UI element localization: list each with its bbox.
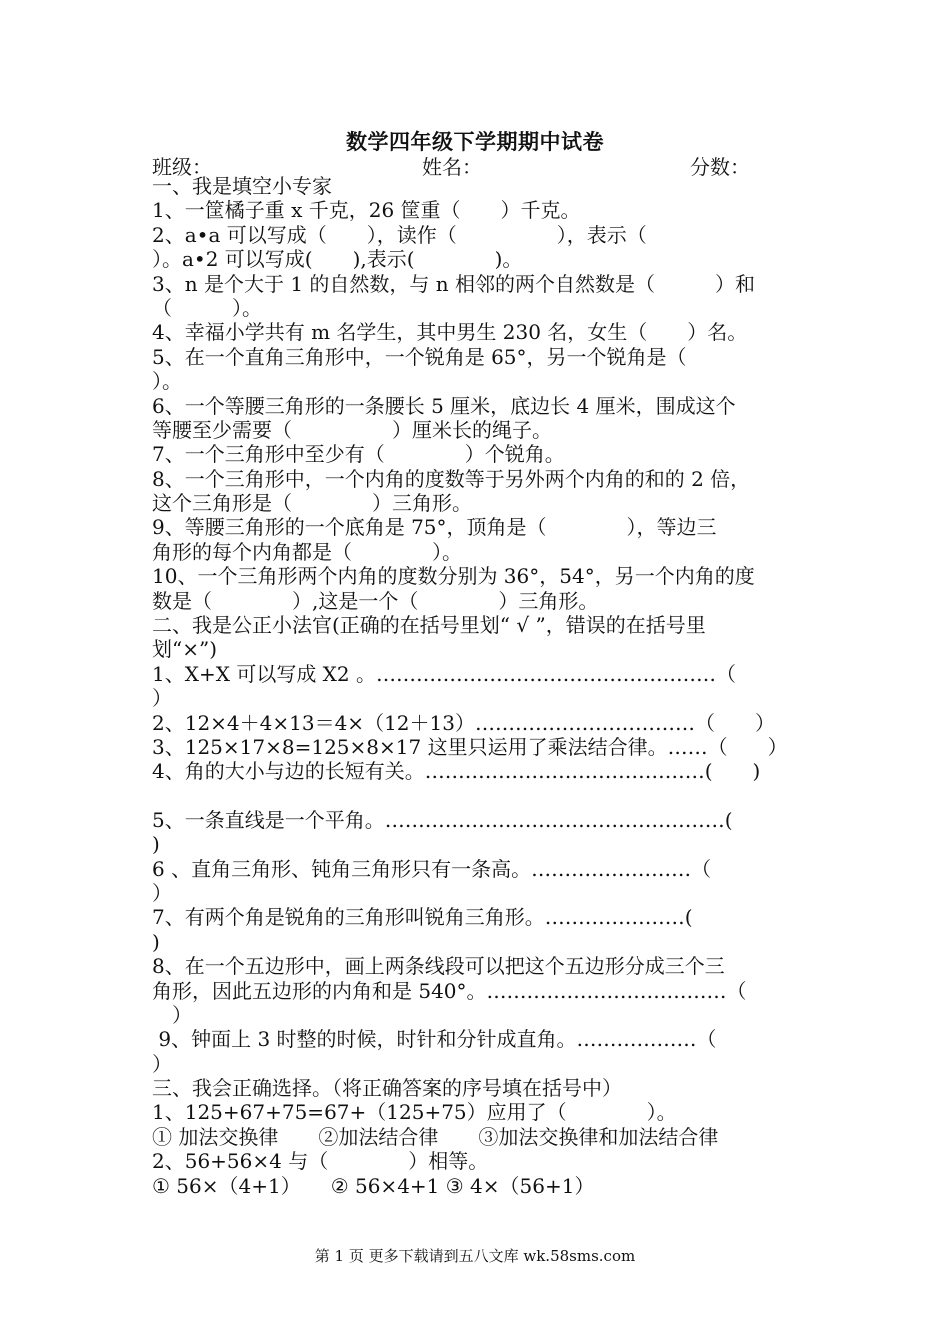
text-line: 二、我是公正小法官(正确的在括号里划“ √ ”，错误的在括号里 bbox=[152, 613, 706, 638]
page-footer: 第 1 页 更多下载请到五八文库 wk.58sms.com bbox=[314, 1247, 636, 1265]
text-line: 这个三角形是（ ）三角形。 bbox=[152, 491, 472, 516]
text-line: 8、一个三角形中，一个内角的度数等于另外两个内角的和的 2 倍， bbox=[152, 466, 751, 491]
text-line: 6、一个等腰三角形的一条腰长 5 厘米，底边长 4 厘米，围成这个 bbox=[152, 393, 736, 418]
text-line: 1、X+X 可以写成 X2 。……………………………………………（ bbox=[152, 661, 736, 686]
text-line: （ ）。 bbox=[152, 295, 262, 320]
class-label: 班级： bbox=[152, 155, 212, 179]
text-line: 1、125+67+75=67+（125+75）应用了（ ）。 bbox=[152, 1100, 677, 1125]
text-line: ） bbox=[152, 686, 172, 711]
text-line: 6 、直角三角形、钝角三角形只有一条高。……………………（ bbox=[152, 856, 712, 881]
text-line: 5、一条直线是一个平角。……………………………………………( bbox=[152, 807, 733, 832]
text-line: ) bbox=[152, 832, 160, 857]
text-line: 3、125×17×8=125×8×17 这里只运用了乘法结合律。……（ ） bbox=[152, 734, 788, 759]
text-line: 2、56+56×4 与（ ）相等。 bbox=[152, 1149, 489, 1174]
text-line: 4、幸福小学共有 m 名学生，其中男生 230 名，女生（ ）名。 bbox=[152, 320, 748, 345]
name-label: 姓名： bbox=[422, 155, 482, 179]
text-line: 等腰至少需要（ ）厘米长的绳子。 bbox=[152, 417, 552, 442]
text-line: 1、一筐橘子重 x 千克，26 筐重（ ）千克。 bbox=[152, 198, 581, 223]
text-line: ） bbox=[152, 1002, 192, 1027]
text-line: 5、在一个直角三角形中，一个锐角是 65°，另一个锐角是（ bbox=[152, 344, 687, 369]
blank-line bbox=[152, 784, 824, 808]
text-line: ） bbox=[152, 880, 172, 905]
text-line: ） bbox=[152, 1051, 172, 1076]
exam-content bbox=[152, 174, 824, 1198]
text-line: 7、有两个角是锐角的三角形叫锐角三角形。…………………( bbox=[152, 905, 693, 930]
text-line: ① 加法交换律 ②加法结合律 ③加法交换律和加法结合律 bbox=[152, 1124, 719, 1149]
text-line: ) bbox=[152, 929, 160, 954]
text-line: 8、在一个五边形中，画上两条线段可以把这个五边形分成三个三 bbox=[152, 954, 725, 979]
text-line: 2、a•a 可以写成（ ），读作（ ），表示（ bbox=[152, 222, 647, 247]
text-line: 10、一个三角形两个内角的度数分别为 36°，54°，另一个内角的度 bbox=[152, 564, 755, 589]
text-line: ① 56×（4+1） ② 56×4+1 ③ 4×（56+1） bbox=[152, 1173, 595, 1198]
text-line: 9、等腰三角形的一个底角是 75°，顶角是（ ），等边三 bbox=[152, 515, 717, 540]
text-line: 9、钟面上 3 时整的时候，时针和分针成直角。………………（ bbox=[152, 1027, 717, 1052]
text-line: 数是（ ）,这是一个（ ）三角形。 bbox=[152, 588, 599, 613]
text-line: 2、12×4＋4×13＝4×（12＋13）……………………………（ ） bbox=[152, 710, 775, 735]
score-label: 分数： bbox=[690, 155, 750, 179]
text-line: 角形的每个内角都是（ ）。 bbox=[152, 539, 462, 564]
text-line: 划“×”) bbox=[152, 637, 218, 662]
text-line: ）。a•2 可以写成( ),表示( )。 bbox=[152, 247, 523, 272]
text-line: 角形，因此五边形的内角和是 540°。………………………………（ bbox=[152, 978, 747, 1003]
text-line: 4、角的大小与边的长短有关。……………………………………( ) bbox=[152, 759, 761, 784]
text-line: 7、一个三角形中至少有（ ）个锐角。 bbox=[152, 442, 565, 467]
page-title: 数学四年级下学期期中试卷 bbox=[346, 129, 604, 154]
text-line: 一、我是填空小专家 bbox=[152, 174, 332, 198]
text-line: 3、n 是个大于 1 的自然数，与 n 相邻的两个自然数是（ ）和 bbox=[152, 271, 755, 296]
text-line: 三、我会正确选择。（将正确答案的序号填在括号中） bbox=[152, 1076, 622, 1101]
text-line: ）。 bbox=[152, 369, 182, 394]
